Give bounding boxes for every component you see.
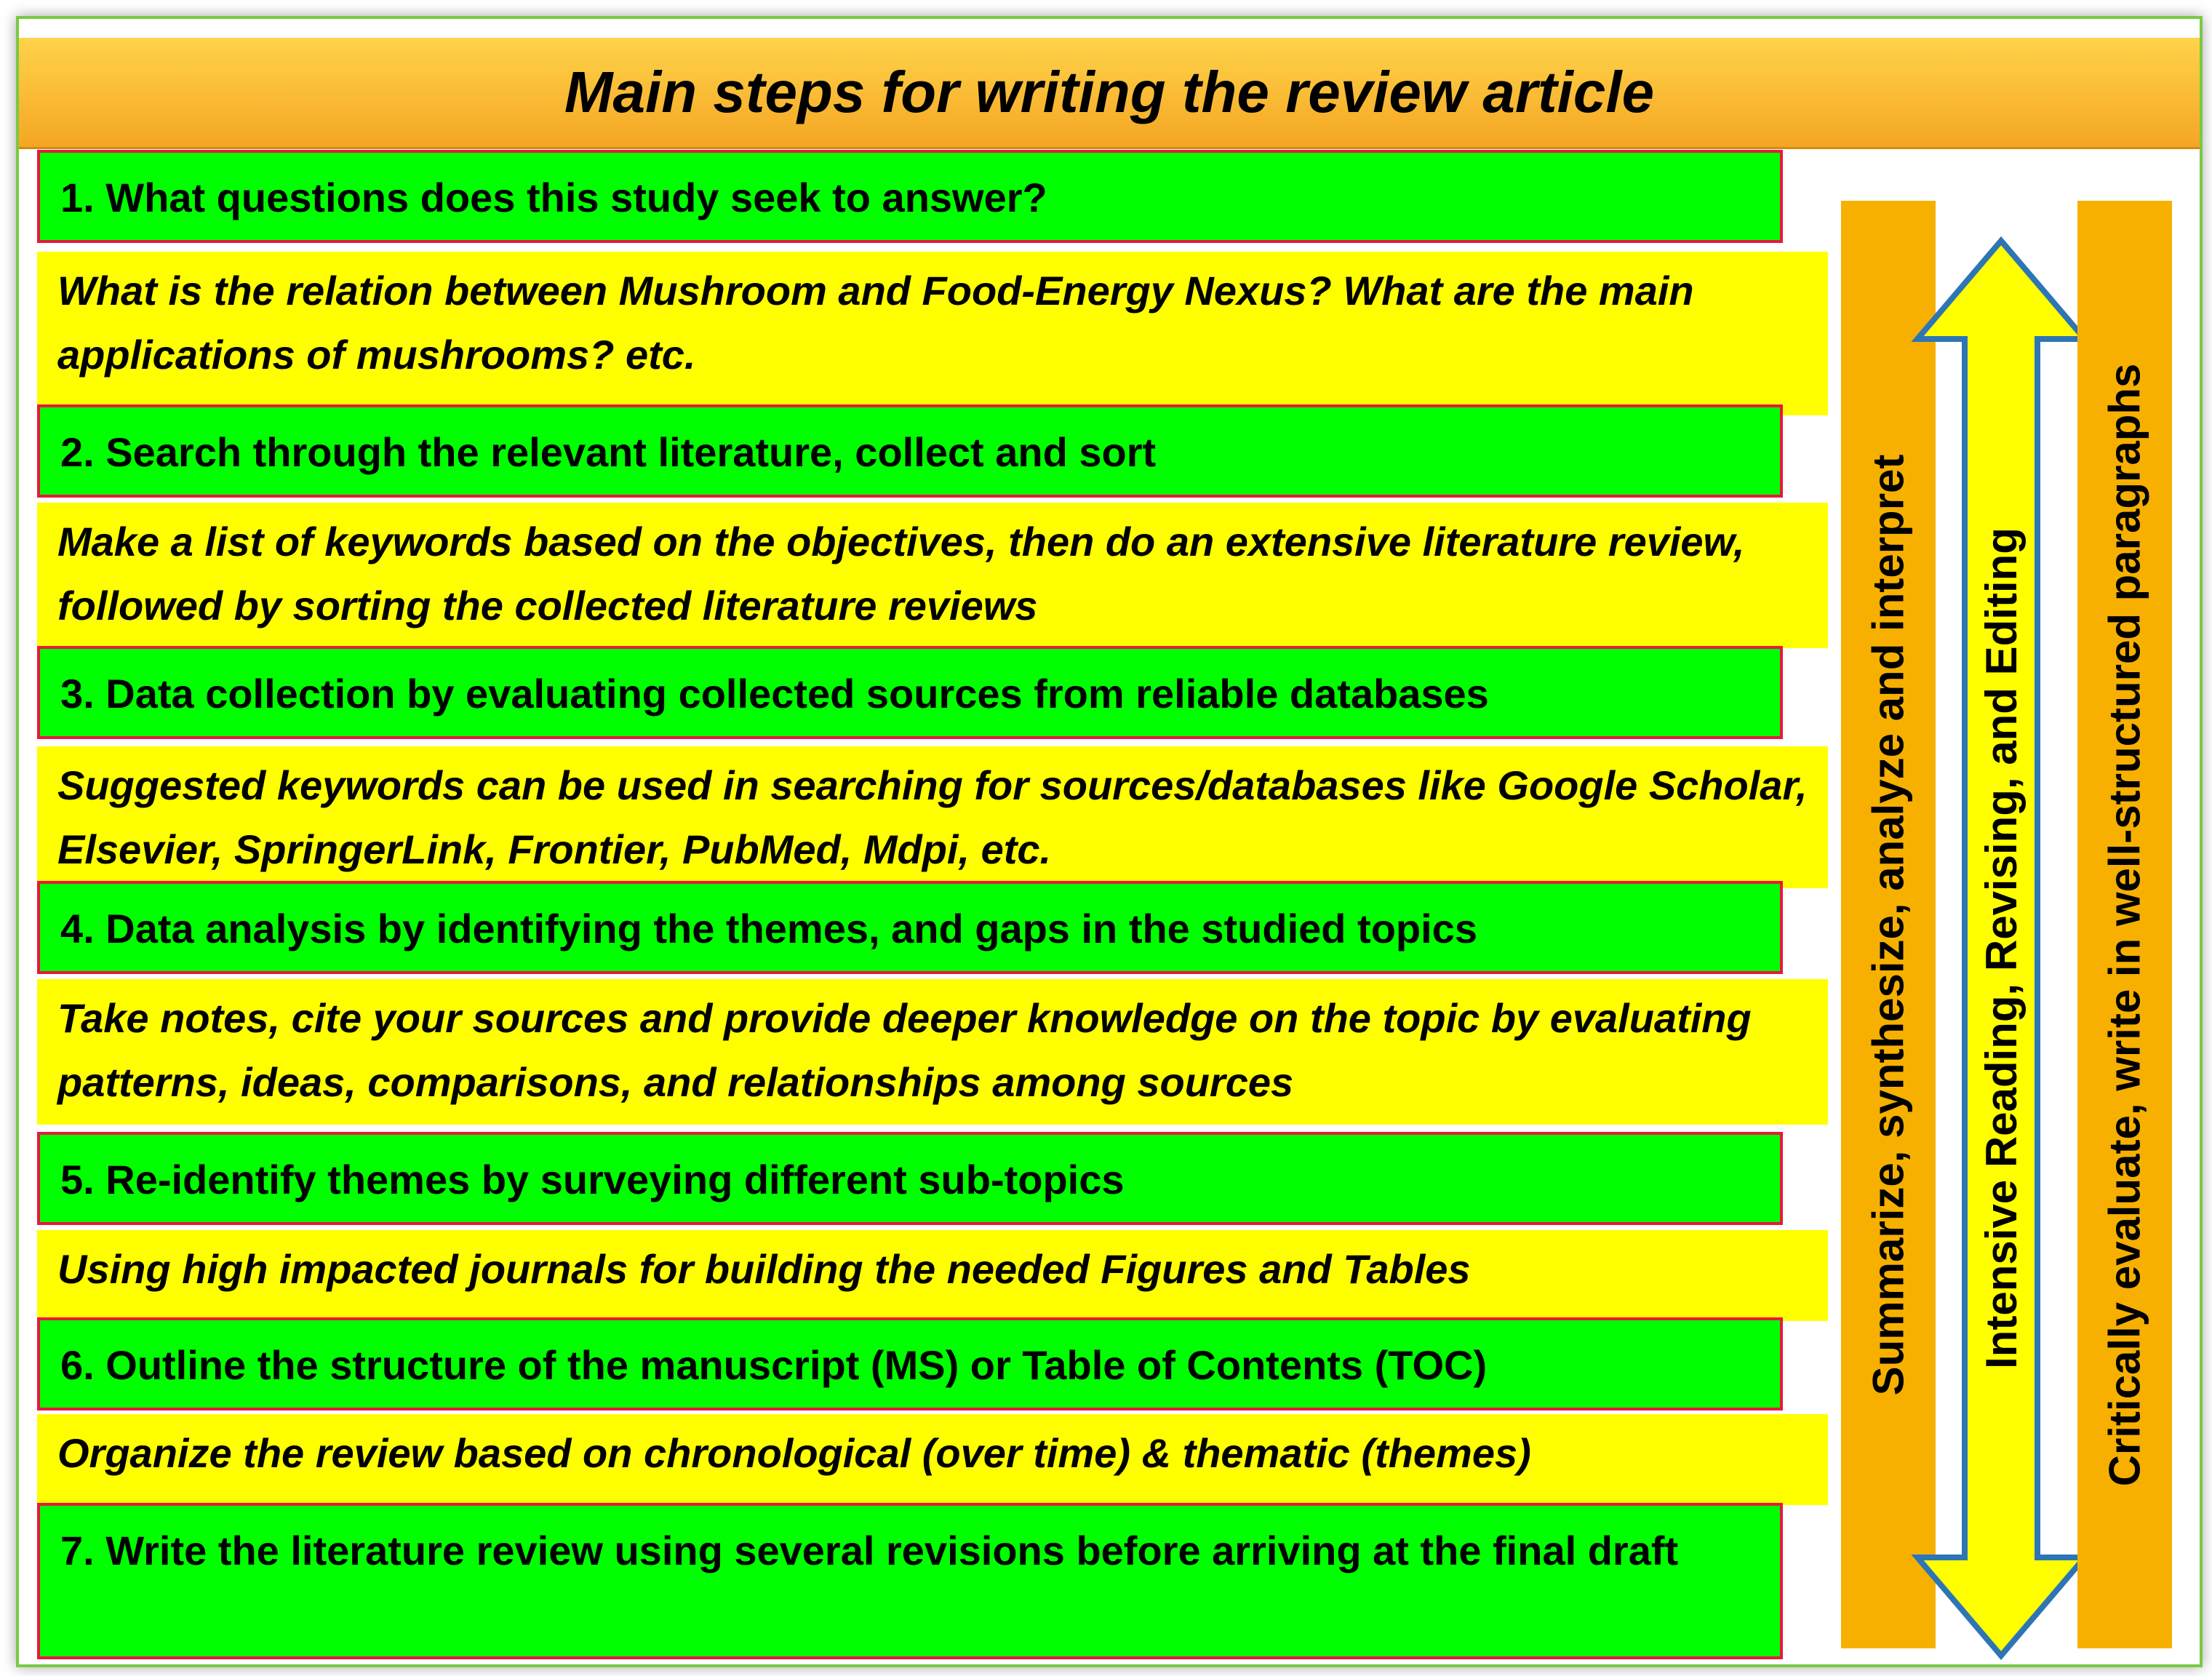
title-bar [19,38,2200,149]
step-1-heading: 1. What questions does this study seek to answer? [37,150,1783,243]
diagram-title: Main steps for writing the review article [564,60,1655,124]
step-6-detail: Organize the review based on chronological (over time) & thematic (themes) [37,1414,1828,1505]
step-5-detail: Using high impacted journals for building the needed Figures and Tables [37,1230,1828,1321]
step-6-heading: 6. Outline the structure of the manuscript (MS) or Table of Contents (TOC) [37,1317,1783,1410]
diagram-frame [16,16,2203,1667]
step-2-heading: 2. Search through the relevant literature, collect and sort [37,404,1783,498]
step-1-detail: What is the relation between Mushroom and Food-Energy Nexus? What are the main applications of mushrooms? etc. [37,252,1828,415]
step-3-heading: 3. Data collection by evaluating collected sources from reliable databases [37,646,1783,739]
left-side-bar-label: Summarize, synthesize, analyze and interpret [1864,454,1913,1395]
step-3-detail: Suggested keywords can be used in searching for sources/databases like Google Scholar, Elsevier, SpringerLink, Frontier, PubMed, Mdpi, etc. [37,746,1828,888]
right-side-bar-label: Critically evaluate, write in well-structured paragraphs [2100,363,2149,1486]
step-2-detail: Make a list of keywords based on the objectives, then do an extensive literature review, followed by sorting the collected literature reviews [37,503,1828,648]
step-5-heading: 5. Re-identify themes by surveying different sub-topics [37,1132,1783,1225]
step-7-heading: 7. Write the literature review using several revisions before arriving at the final draft [37,1503,1783,1659]
step-4-heading: 4. Data analysis by identifying the themes, and gaps in the studied topics [37,881,1783,974]
arrow-label: Intensive Reading, Revising, and Editing [1976,527,2026,1369]
double-arrow [1910,234,2092,1663]
step-4-detail: Take notes, cite your sources and provide deeper knowledge on the topic by evaluating patterns, ideas, comparisons, and relationships among sources [37,979,1828,1125]
right-side-bar [2077,201,2172,1648]
